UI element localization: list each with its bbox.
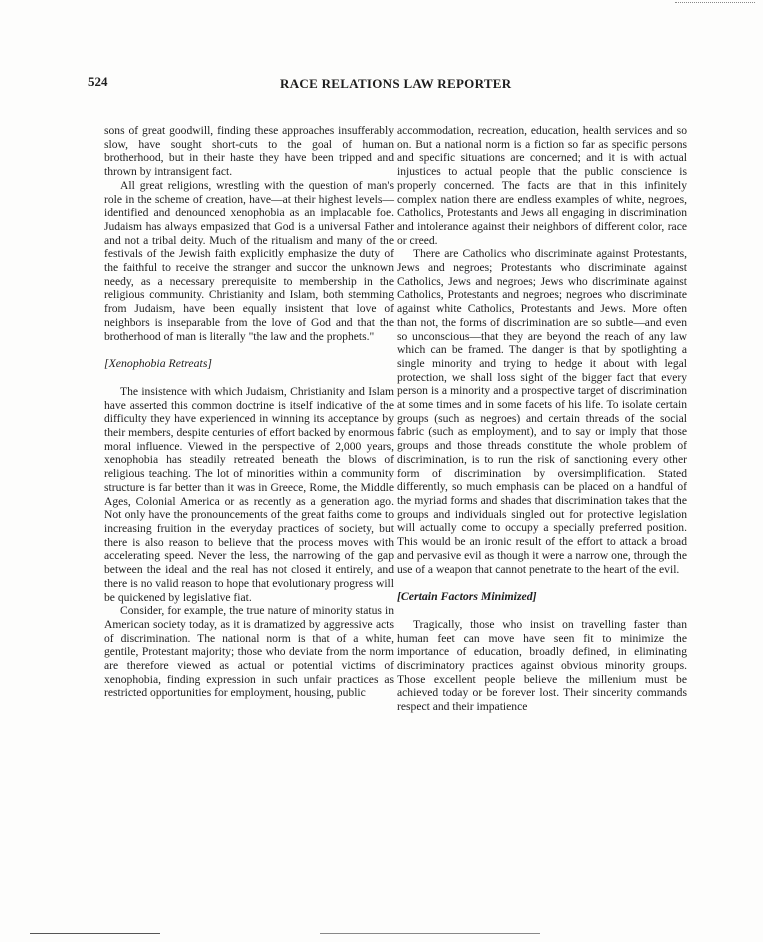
paragraph: Consider, for example, the true nature of minority status in American society today, as it is dramatized by aggressive acts of discrimination. The national norm is that of a white, gentile, Protestant majority; those who deviate from the norm are therefore viewed as actual or potential victims of xenophobia, finding expression in such unfair practices as restricted opportunities for employment, housing, public bbox=[104, 604, 394, 700]
footer-rule bbox=[320, 933, 540, 934]
left-column bbox=[104, 124, 394, 700]
paragraph: Tragically, those who insist on travelling faster than human feet can move have seen fit to minimize the importance of education, broadly defined, in eliminating discriminatory practices against obvious minority groups. Those excellent people believe the millenium must be achieved today or be forever lost. Their sincerity commands respect and their impatience bbox=[397, 617, 687, 714]
footer-rule bbox=[30, 933, 160, 934]
paragraph: accommodation, recreation, education, health services and so on. But a national norm is a fiction so far as specific persons and specific situations are concerned; and it is with actual injustices to actual people that the public conscience is properly concerned. The facts are that in this infinitely complex nation there are endless examples of white, negroes, Catholics, Protestants and Jews all engaging in discrimination and intolerance against their neighbors of different color, race or creed. bbox=[397, 124, 687, 247]
section-heading: [Certain Factors Minimized] bbox=[397, 589, 537, 604]
paragraph: sons of great goodwill, finding these approaches insufferably slow, have sought short-cuts to the goal of human brotherhood, but in their haste they have been tripped and thrown by intransigent fact. bbox=[104, 124, 394, 179]
paragraph: There are Catholics who discriminate against Protestants, Jews and negroes; Protestants who discriminate against Catholics, Jews and negroes; Jews who discriminate against Catholics, Protestants and negroes; negroes who discriminate against white Catholics, Protestants and Jews. More often than not, the forms of discrimination are so subtle—and even so unconscious—that they are beyond the reach of any law which can be framed. The danger is that by spotlighting a single minority and trying to hedge it about with legal protection, we shall loss sight of the bigger fact that every person is a minority and a prospective target of discrimination at some times and in some facets of his life. To isolate certain groups (such as negroes) and certain threads of the social fabric (such as employment), and to say or imply that those groups and those threads constitute the whole problem of discrimination, is to run the risk of sanctioning every other form of discrimination by oversimplification. Stated differently, so much emphasis can be placed on a handful of the myriad forms and shades that discrimination takes that the groups and individuals singled out for protective legislation will actually come to occupy a specially preferred position. This would be an ironic result of the effort to attack a broad and pervasive evil as though it were a narrow one, through the use of a weapon that cannot penetrate to the heart of the evil. bbox=[397, 247, 687, 576]
section-heading: [Xenophobia Retreats] bbox=[104, 356, 213, 371]
running-head: RACE RELATIONS LAW REPORTER bbox=[280, 76, 512, 91]
paragraph: All great religions, wrestling with the question of man's role in the scheme of creation, have—at their highest levels—identified and denounced xenophobia as an implacable foe. Judaism has always empasized that God is a universal Father and not a tribal deity. Much of the ritualism and many of the festivals of the Jewish faith explicitly emphasize the duty of the faithful to receive the stranger and succor the unknown needy, as a necessary prerequisite to membership in the religious community. Christianity and Islam, both stemming from Judaism, have been equally insistent that love of neighbors is inseparable from the love of God and that the brotherhood of man is literally "the law and the prophets." bbox=[104, 178, 394, 343]
paragraph: The insistence with which Judaism, Christianity and Islam have asserted this common doctrine is itself indicative of the difficulty they have experienced in winning its acceptance by their members, despite centuries of effort backed by enormous moral influence. Viewed in the perspective of 2,000 years, xenophobia has steadily retreated beneath the blows of religious teaching. The lot of minorities within a community structure is far better than it was in Greece, Rome, the Middle Ages, Colonial America or as recently as a generation ago. Not only have the pronouncements of the great faiths come to increasing fruition in the everyday practices of society, but there is also reason to believe that the process moves with accelerating speed. Never the less, the narrowing of the gap between the ideal and the real has not closed it entirely, and there is no valid reason to hope that evolutionary progress will be quickened by legislative fiat. bbox=[104, 384, 394, 604]
right-column bbox=[397, 124, 687, 714]
page-number: 524 bbox=[88, 74, 108, 89]
scan-edge-mark bbox=[675, 2, 755, 4]
